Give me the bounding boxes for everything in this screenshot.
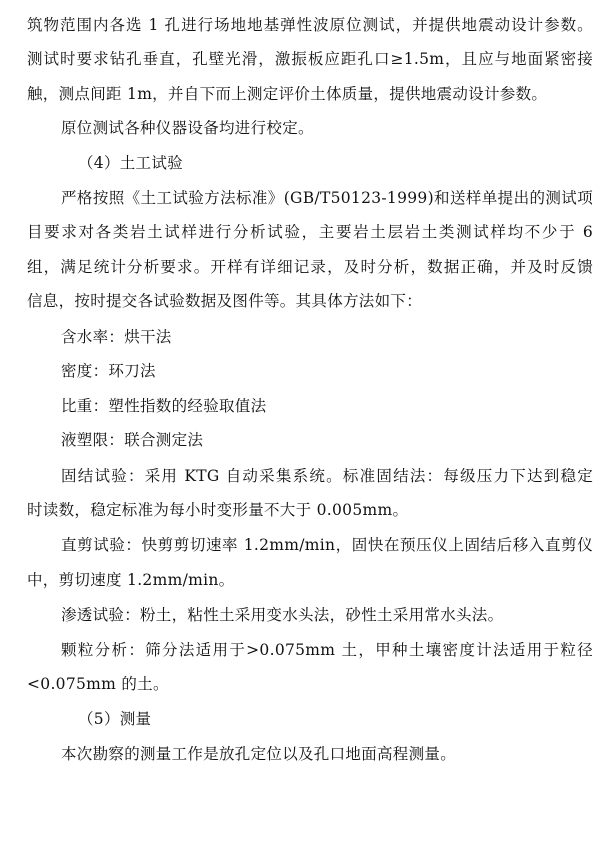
text-line: 测试时要求钻孔垂直，孔壁光滑，激振板应距孔口≥1.5m，且应与地面紧密接 (27, 50, 593, 68)
method-item: 密度：环刀法 (61, 362, 156, 380)
text-line: 目要求对各类岩土试样进行分析试验，主要岩土层岩土类测试样均不少于 6 (27, 223, 593, 241)
method-item: 比重：塑性指数的经验取值法 (61, 397, 267, 415)
text-line: 中，剪切速度 1.2mm/min。 (27, 571, 235, 589)
method-item: 含水率：烘干法 (61, 328, 172, 346)
text-line: 触，测点间距 1m，并自下而上测定评价土体质量，提供地震动设计参数。 (27, 85, 548, 103)
text-line: <0.075mm 的土。 (27, 675, 169, 693)
text-line: 颗粒分析：筛分法适用于>0.075mm 土，甲种土壤密度计法适用于粒径 (61, 641, 593, 659)
text-line: 渗透试验：粉土，粘性土采用变水头法，砂性土采用常水头法。 (61, 606, 504, 624)
method-item: 液塑限：联合测定法 (61, 431, 204, 449)
text-line: 筑物范围内各选 1 孔进行场地地基弹性波原位测试，并提供地震动设计参数。 (27, 16, 593, 34)
text-line: 固结试验：采用 KTG 自动采集系统。标准固结法：每级压力下达到稳定 (61, 467, 593, 485)
text-line: 信息，按时提交各试验数据及图件等。其具体方法如下： (27, 292, 423, 310)
text-line: 直剪试验：快剪剪切速率 1.2mm/min，固快在预压仪上固结后移入直剪仪 (61, 536, 593, 554)
section-heading: （4）土工试验 (78, 154, 183, 172)
text-line: 本次勘察的测量工作是放孔定位以及孔口地面高程测量。 (61, 745, 457, 763)
text-line: 严格按照《土工试验方法标准》(GB/T50123-1999)和送样单提出的测试项 (61, 189, 593, 207)
text-line: 组，满足统计分析要求。开样有详细记录，及时分析，数据正确，并及时反馈 (27, 258, 593, 276)
text-line: 时读数，稳定标准为每小时变形量不大于 0.005mm。 (27, 501, 409, 519)
text-line: 原位测试各种仪器设备均进行校定。 (61, 119, 314, 137)
section-heading: （5）测量 (78, 710, 152, 728)
